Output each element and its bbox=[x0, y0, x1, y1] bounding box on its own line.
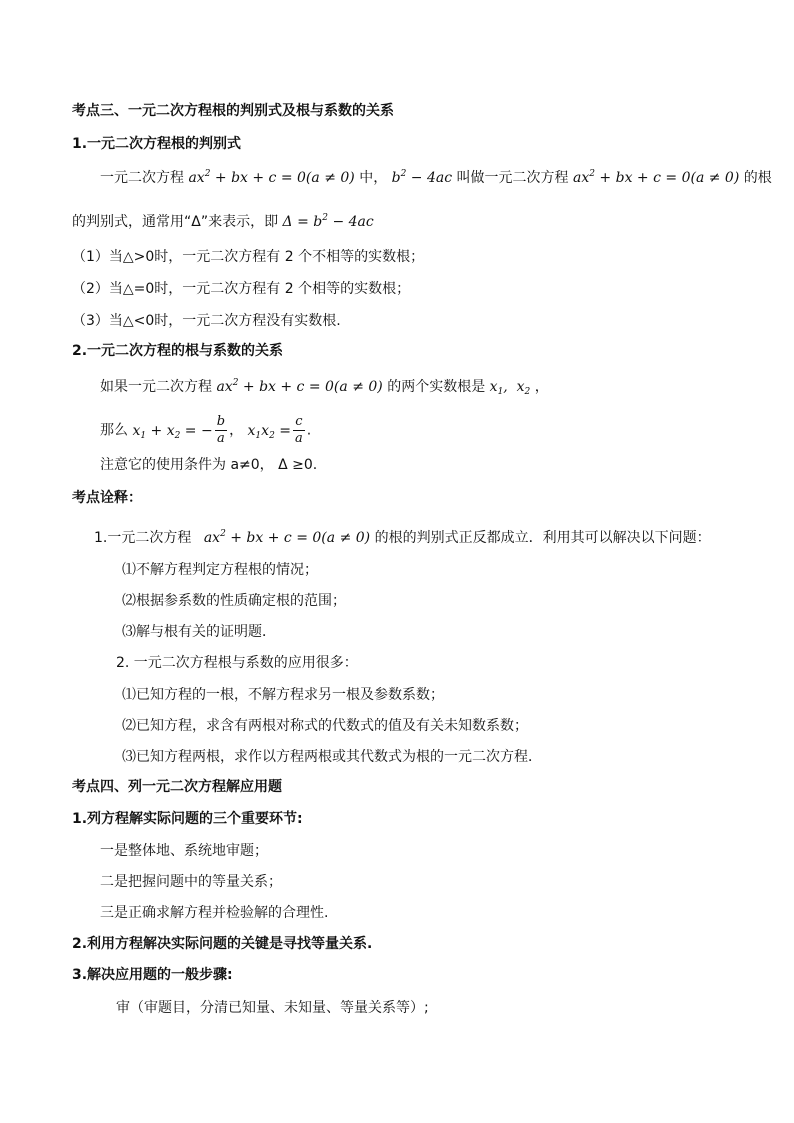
section-heading-3: 考点三、一元二次方程根的判别式及根与系数的关系 bbox=[72, 103, 394, 119]
section-heading-4: 考点四、列一元二次方程解应用题 bbox=[72, 779, 282, 795]
fraction-b-over-a: $\frac{b}{a}$ bbox=[216, 414, 226, 446]
list-item: ⑵根据参系数的性质确定根的范围； bbox=[122, 593, 346, 609]
quadratic-equation: $ax^2$ + bx + c = 0(a ≠ 0) bbox=[203, 529, 371, 546]
list-item: 审（审题目，分清已知量、未知量、等量关系等）; bbox=[116, 1000, 429, 1016]
subsection-title-key-steps: 1.列方程解实际问题的三个重要环节: bbox=[72, 811, 303, 827]
list-item: ⑴已知方程的一根，不解方程求另一根及参数系数； bbox=[122, 687, 444, 703]
subsection-title-discriminant: 1.一元二次方程根的判别式 bbox=[72, 136, 242, 152]
paragraph-discriminant-line2: 的判别式，通常用“Δ”来表示，即 $\Delta = b^2 - 4ac$ bbox=[72, 213, 374, 230]
sum-of-roots: $x_1 + x_2$ = − bbox=[132, 422, 213, 441]
discriminant-expression: $b^2 - 4ac$ bbox=[391, 169, 453, 186]
list-item: （2）当△=0时，一元二次方程有 2 个相等的实数根； bbox=[72, 281, 411, 297]
subsection-title-general-steps: 3.解决应用题的一般步骤: bbox=[72, 967, 233, 983]
subsection-title-vieta: 2.一元二次方程的根与系数的关系 bbox=[72, 343, 284, 359]
list-item: （1）当△>0时，一元二次方程有 2 个不相等的实数根； bbox=[72, 249, 425, 265]
fraction-c-over-a: $\frac{c}{a}$ bbox=[294, 414, 303, 446]
note-line-1: 1.一元二次方程 $ax^2$ + bx + c = 0(a ≠ 0) 的根的判别式正反都成立．利用其可以解决以下问题： bbox=[94, 529, 711, 546]
paragraph-vieta-formulas: 那么 $x_1 + x_2$ = − $\frac{b}{a}$ ， $x_1x_2$ = $\frac{c}{a}$ . bbox=[100, 414, 312, 446]
roots-x1-x2: $x_1$, $x_2$ bbox=[489, 379, 531, 397]
notes-title: 考点诠释： bbox=[72, 490, 142, 506]
usage-condition: 注意它的使用条件为 a≠0， Δ ≥0. bbox=[100, 457, 318, 473]
list-item: 三是正确求解方程并检验解的合理性. bbox=[100, 905, 329, 921]
list-item: ⑵已知方程，求含有两根对称式的代数式的值及有关未知数系数； bbox=[122, 718, 528, 734]
discriminant-definition: $\Delta = b^2 - 4ac$ bbox=[282, 213, 374, 230]
list-item: 二是把握问题中的等量关系； bbox=[100, 874, 282, 890]
quadratic-equation: $ax^2$ + bx + c = 0(a ≠ 0) bbox=[573, 169, 740, 186]
note-line-2: 2. 一元二次方程根与系数的应用很多： bbox=[116, 655, 358, 671]
list-item: （3）当△<0时，一元二次方程没有实数根. bbox=[72, 313, 341, 329]
list-item: ⑶已知方程两根，求作以方程两根或其代数式为根的一元二次方程． bbox=[122, 749, 542, 765]
subsection-title-key-point: 2.利用方程解决实际问题的关键是寻找等量关系. bbox=[72, 936, 373, 952]
quadratic-equation: $ax^2$ + bx + c = 0(a ≠ 0) bbox=[216, 378, 383, 395]
product-of-roots: $x_1x_2$ = bbox=[247, 422, 291, 441]
list-item: ⑴不解方程判定方程根的情况； bbox=[122, 562, 318, 578]
paragraph-vieta-line1: 如果一元二次方程 $ax^2$ + bx + c = 0(a ≠ 0) 的两个实数根是 $x_1$, $x_2$ ， bbox=[100, 378, 549, 397]
paragraph-discriminant-line1: 一元二次方程 $ax^2$ + bx + c = 0(a ≠ 0) 中， $b^2 - 4ac$ 叫做一元二次方程 $ax^2$ + bx + c = 0(a ≠ 0) 的根 bbox=[100, 169, 772, 186]
quadratic-equation: $ax^2$ + bx + c = 0(a ≠ 0) bbox=[188, 169, 355, 186]
list-item: ⑶解与根有关的证明题． bbox=[122, 624, 276, 640]
list-item: 一是整体地、系统地审题； bbox=[100, 843, 268, 859]
